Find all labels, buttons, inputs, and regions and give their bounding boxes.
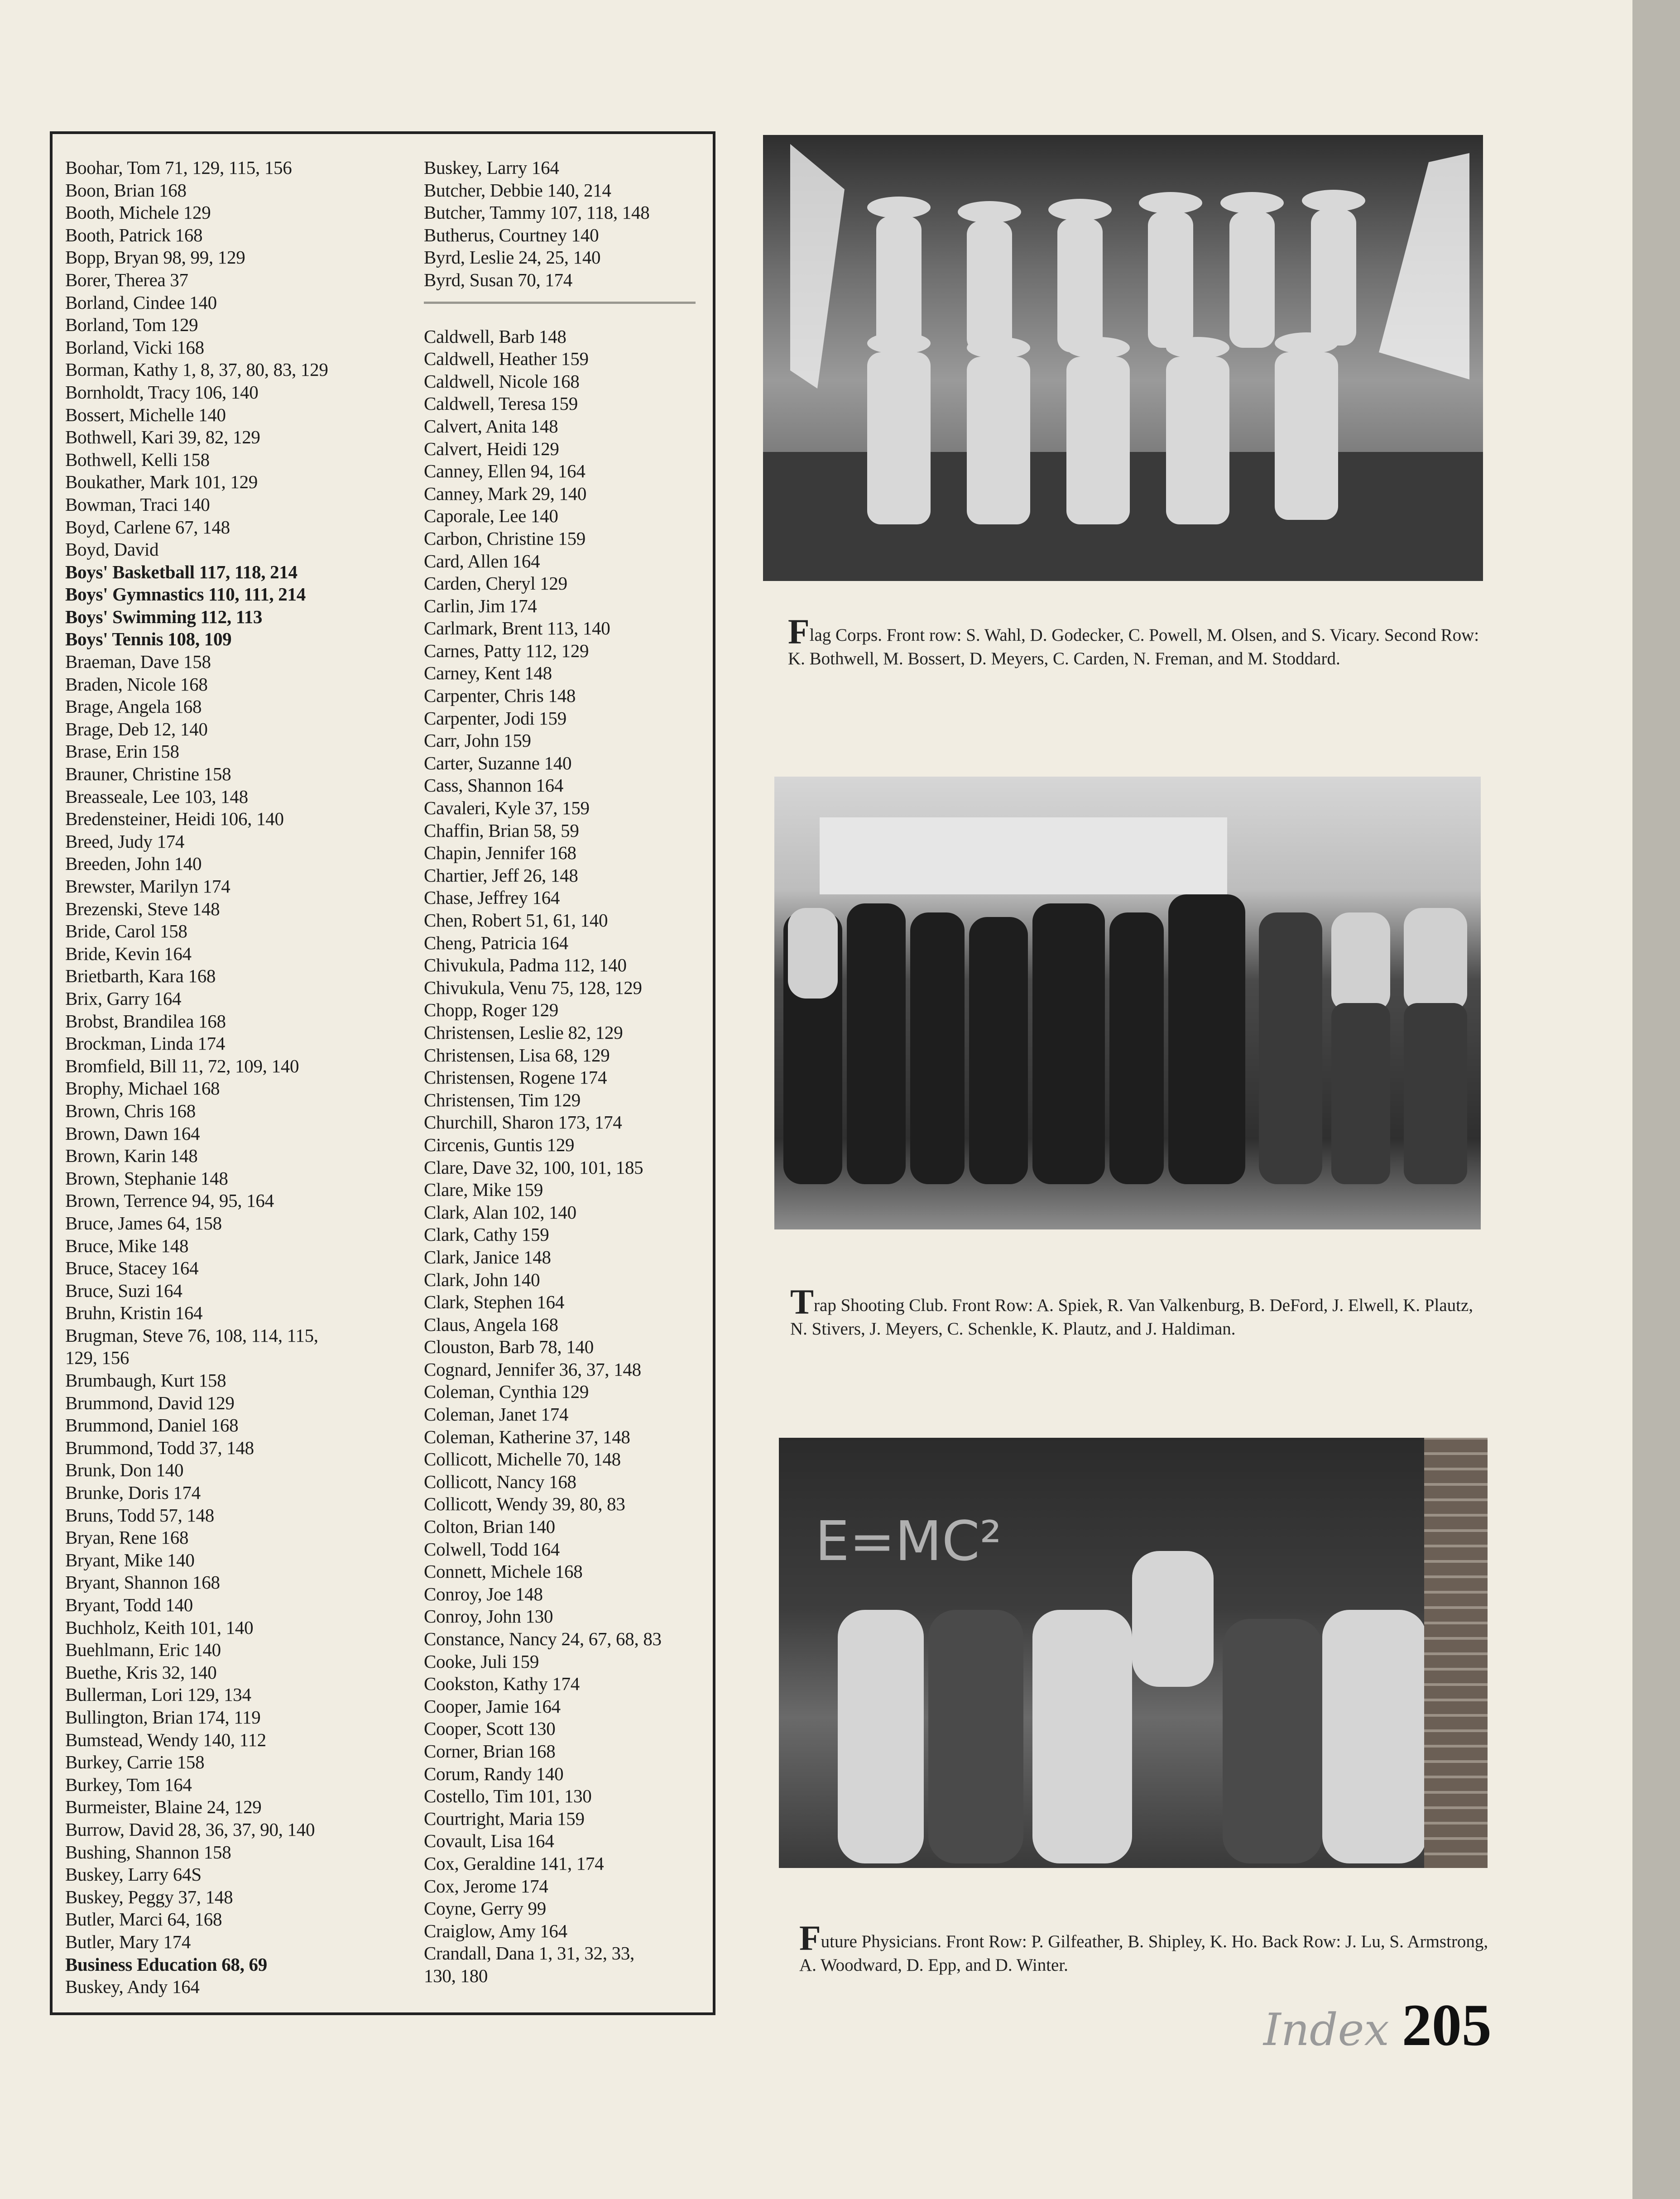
index-entry: Breasseale, Lee 103, 148	[65, 786, 248, 807]
flag-corps-caption	[788, 612, 1485, 671]
index-entry: Brobst, Brandilea 168	[65, 1010, 226, 1032]
index-entry: Bumstead, Wendy 140, 112	[65, 1729, 266, 1750]
index-entry: Business Education 68, 69	[65, 1954, 267, 1975]
index-entry: Coleman, Katherine 37, 148	[424, 1426, 630, 1447]
index-entry: Bride, Carol 158	[65, 921, 187, 942]
index-entry: Byrd, Susan 70, 174	[424, 269, 573, 290]
index-entry: Boys' Basketball 117, 118, 214	[65, 561, 298, 582]
index-box	[50, 131, 715, 2015]
index-entry: Carden, Cheryl 129	[424, 573, 567, 594]
trap-shooting-club-photo	[774, 777, 1481, 1229]
index-entry: Bride, Kevin 164	[65, 943, 192, 964]
index-entry: Calvert, Heidi 129	[424, 438, 559, 459]
index-entry: Caldwell, Nicole 168	[424, 370, 580, 392]
index-entry: Calvert, Anita 148	[424, 415, 558, 437]
blackboard-text: E=MC²	[815, 1510, 1002, 1573]
index-entry: Brunk, Don 140	[65, 1460, 184, 1481]
index-entry: Buskey, Larry 64S	[65, 1864, 202, 1885]
index-entry: Bruce, Mike 148	[65, 1235, 189, 1256]
index-entry: Corner, Brian 168	[424, 1740, 556, 1762]
index-entry: Coyne, Gerry 99	[424, 1898, 546, 1919]
index-entry: Chaffin, Brian 58, 59	[424, 820, 579, 841]
index-column-left	[65, 157, 418, 1998]
index-entry: Braden, Nicole 168	[65, 673, 208, 695]
index-entry: Bothwell, Kari 39, 82, 129	[65, 427, 260, 448]
caption-text: rap Shooting Club. Front Row: A. Spiek, R. Van Valkenburg, B. DeFord, J. Elwell, K. Plautz, N. Stivers, J. Meyers, C. Schenkle, K. Plautz, and J. Haldiman.	[790, 1296, 1474, 1339]
index-entry: Canney, Ellen 94, 164	[424, 461, 586, 482]
index-entry: Brumbaugh, Kurt 158	[65, 1370, 226, 1391]
index-entry: Costello, Tim 101, 130	[424, 1786, 592, 1807]
index-entry: Cheng, Patricia 164	[424, 932, 568, 953]
index-entry: Bossert, Michelle 140	[65, 404, 226, 425]
index-entry: Chen, Robert 51, 61, 140	[424, 910, 608, 931]
index-entry: Coleman, Janet 174	[424, 1404, 569, 1425]
index-entry: Clark, John 140	[424, 1269, 540, 1290]
index-entry: Carpenter, Jodi 159	[424, 707, 566, 729]
index-entry: Caldwell, Barb 148	[424, 326, 566, 347]
index-entry: Bopp, Bryan 98, 99, 129	[65, 247, 245, 268]
caption-dropcap: F	[799, 1918, 821, 1958]
index-entry: Bullington, Brian 174, 119	[65, 1706, 261, 1728]
index-entry: Cooke, Juli 159	[424, 1651, 539, 1672]
index-entry: Brage, Angela 168	[65, 696, 202, 717]
index-entry: Brezenski, Steve 148	[65, 898, 220, 919]
index-entry: Boyd, Carlene 67, 148	[65, 516, 230, 538]
index-entry: Clark, Cathy 159	[424, 1224, 549, 1245]
index-entry: Colton, Brian 140	[424, 1516, 555, 1537]
index-entry: Cass, Shannon 164	[424, 775, 564, 796]
index-entry: Braeman, Dave 158	[65, 651, 211, 672]
index-entry: Coleman, Cynthia 129	[424, 1381, 589, 1402]
index-entry: Brown, Stephanie 148	[65, 1167, 228, 1189]
index-entry: Brummond, David 129	[65, 1392, 235, 1413]
caption-dropcap: T	[790, 1282, 814, 1321]
index-entry: Burmeister, Blaine 24, 129	[65, 1796, 262, 1818]
index-entry: Booth, Michele 129	[65, 202, 211, 223]
index-entry: Carney, Kent 148	[424, 663, 552, 684]
index-entry: Brockman, Linda 174	[65, 1033, 225, 1054]
index-entry: Bryan, Rene 168	[65, 1527, 189, 1548]
index-entry: Claus, Angela 168	[424, 1314, 558, 1335]
index-entry: Brewster, Marilyn 174	[65, 876, 230, 897]
index-entry: Connett, Michele 168	[424, 1561, 583, 1582]
index-entry: Chivukula, Padma 112, 140	[424, 955, 627, 976]
index-entry: Courtright, Maria 159	[424, 1808, 585, 1829]
index-entry: Christensen, Rogene 174	[424, 1067, 607, 1088]
folio-section-word: Index	[1263, 2004, 1389, 2056]
index-entry: Card, Allen 164	[424, 550, 540, 571]
index-entry: Collicott, Michelle 70, 148	[424, 1449, 621, 1470]
future-physicians-caption	[799, 1918, 1497, 1977]
index-entry: Cooper, Jamie 164	[424, 1695, 561, 1717]
index-entry: Carpenter, Chris 148	[424, 685, 576, 706]
future-physicians-photo	[779, 1438, 1488, 1868]
index-entry: Bruns, Todd 57, 148	[65, 1504, 214, 1526]
index-entry: Brunke, Doris 174	[65, 1482, 201, 1503]
index-entry: Brummond, Todd 37, 148	[65, 1437, 254, 1458]
index-entry: Clare, Dave 32, 100, 101, 185	[424, 1157, 643, 1178]
index-entry: Christensen, Lisa 68, 129	[424, 1044, 610, 1066]
index-entry: Bowman, Traci 140	[65, 494, 210, 515]
index-entry: Carnes, Patty 112, 129	[424, 640, 589, 661]
index-entry: Buskey, Peggy 37, 148	[65, 1886, 233, 1907]
index-entry: Breeden, John 140	[65, 853, 202, 874]
index-entry: Covault, Lisa 164	[424, 1830, 554, 1852]
index-entry: Christensen, Tim 129	[424, 1089, 581, 1110]
trap-shooting-club-caption	[790, 1282, 1490, 1341]
index-entry: Circenis, Guntis 129	[424, 1134, 575, 1155]
index-entry: Brummond, Daniel 168	[65, 1415, 239, 1436]
index-entry: Crandall, Dana 1, 31, 32, 33,	[424, 1943, 634, 1964]
index-entry: Constance, Nancy 24, 67, 68, 83	[424, 1628, 662, 1649]
index-entry: Caldwell, Teresa 159	[424, 393, 578, 414]
index-entry: Canney, Mark 29, 140	[424, 483, 587, 504]
index-entry: Butler, Mary 174	[65, 1931, 191, 1952]
index-entry: Colwell, Todd 164	[424, 1538, 560, 1560]
index-entry: Brauner, Christine 158	[65, 763, 231, 785]
index-entry: Carr, John 159	[424, 730, 531, 751]
page-number: 205	[1402, 1992, 1492, 2058]
index-entry: Butcher, Tammy 107, 118, 148	[424, 202, 650, 223]
index-entry: Butcher, Debbie 140, 214	[424, 179, 611, 201]
index-entry: Boys' Swimming 112, 113	[65, 606, 263, 627]
index-entry: Byrd, Leslie 24, 25, 140	[424, 247, 601, 268]
index-entry: Christensen, Leslie 82, 129	[424, 1022, 623, 1043]
index-entry: Conroy, Joe 148	[424, 1583, 543, 1604]
index-entry: Borer, Therea 37	[65, 269, 188, 290]
index-entry: Borland, Tom 129	[65, 314, 198, 336]
page-folio	[1263, 1990, 1492, 2060]
index-entry: Clouston, Barb 78, 140	[424, 1336, 594, 1358]
index-entry: Collicott, Wendy 39, 80, 83	[424, 1493, 625, 1515]
index-entry: Carter, Suzanne 140	[424, 752, 572, 773]
caption-text: uture Physicians. Front Row: P. Gilfeather, B. Shipley, K. Ho. Back Row: J. Lu, S. Armstrong, A. Woodward, D. Epp, and D. Winter.	[799, 1932, 1488, 1975]
index-entry: Clark, Janice 148	[424, 1246, 551, 1268]
index-entry: Brown, Dawn 164	[65, 1123, 200, 1144]
index-entry: Burkey, Carrie 158	[65, 1752, 205, 1773]
index-entry: Brown, Chris 168	[65, 1100, 196, 1121]
index-entry: Brietbarth, Kara 168	[65, 965, 216, 987]
index-entry: Buethe, Kris 32, 140	[65, 1661, 217, 1683]
index-entry: Buskey, Larry 164	[424, 157, 559, 178]
index-entry: Corum, Randy 140	[424, 1763, 564, 1784]
index-entry: Brugman, Steve 76, 108, 114, 115,	[65, 1325, 318, 1346]
index-entry: Clare, Mike 159	[424, 1179, 543, 1200]
index-entry: Burkey, Tom 164	[65, 1774, 192, 1795]
index-entry: Bruce, James 64, 158	[65, 1212, 222, 1234]
index-entry: Clark, Stephen 164	[424, 1292, 565, 1313]
index-entry: Brix, Garry 164	[65, 988, 182, 1009]
caption-text: lag Corps. Front row: S. Wahl, D. Godecker, C. Powell, M. Olsen, and S. Vicary. Second Row: K. Bothwell, M. Bossert, D. Meyers, C. Carden, N. Freman, and M. Stoddard.	[788, 625, 1479, 668]
index-entry: Booth, Patrick 168	[65, 224, 203, 245]
index-entry: Boyd, David	[65, 539, 159, 560]
index-entry: Carlmark, Brent 113, 140	[424, 618, 610, 639]
index-entry: Bushing, Shannon 158	[65, 1841, 231, 1863]
index-entry: Carbon, Christine 159	[424, 528, 586, 549]
index-entry: Bruce, Suzi 164	[65, 1280, 182, 1301]
index-column-right	[424, 157, 718, 1988]
index-entry: Carlin, Jim 174	[424, 595, 537, 616]
index-section-b-continued	[424, 157, 718, 292]
index-entry: Cognard, Jennifer 36, 37, 148	[424, 1359, 641, 1380]
index-entry: Chapin, Jennifer 168	[424, 842, 576, 864]
index-entry: Boys' Tennis 108, 109	[65, 629, 232, 650]
index-entry: Brown, Karin 148	[65, 1145, 198, 1167]
index-entry: 130, 180	[424, 1965, 488, 1986]
index-entry: Buskey, Andy 164	[65, 1976, 200, 1997]
caption-dropcap: F	[788, 612, 810, 651]
index-entry: Butherus, Courtney 140	[424, 224, 599, 245]
index-entry: Cooper, Scott 130	[424, 1718, 556, 1739]
index-entry: Buchholz, Keith 101, 140	[65, 1617, 254, 1638]
index-entry: Burrow, David 28, 36, 37, 90, 140	[65, 1819, 315, 1840]
index-entry: Cox, Jerome 174	[424, 1875, 548, 1897]
index-entry: Bryant, Mike 140	[65, 1549, 195, 1570]
index-entry: Borland, Vicki 168	[65, 336, 204, 358]
index-entry: Buehlmann, Eric 140	[65, 1639, 221, 1661]
index-entry: Bornholdt, Tracy 106, 140	[65, 381, 259, 403]
index-entry: Brage, Deb 12, 140	[65, 718, 208, 739]
index-entry: Collicott, Nancy 168	[424, 1471, 576, 1492]
index-entry: Boukather, Mark 101, 129	[65, 471, 258, 493]
index-entry: Butler, Marci 64, 168	[65, 1909, 222, 1930]
index-entry: Boon, Brian 168	[65, 179, 187, 201]
index-entry: Caldwell, Heather 159	[424, 348, 589, 370]
index-entry: Bruhn, Kristin 164	[65, 1302, 203, 1324]
index-entry: Borman, Kathy 1, 8, 37, 80, 83, 129	[65, 359, 328, 380]
index-entry: Chopp, Roger 129	[424, 999, 558, 1021]
index-entry: Bryant, Todd 140	[65, 1594, 193, 1615]
future-physicians-photo-art	[779, 1438, 1488, 1868]
index-entry: Cookston, Kathy 174	[424, 1673, 580, 1695]
index-entry: Bruce, Stacey 164	[65, 1258, 199, 1279]
index-entry: Bredensteiner, Heidi 106, 140	[65, 808, 284, 830]
index-entry: Chase, Jeffrey 164	[424, 887, 560, 908]
index-entry: Chivukula, Venu 75, 128, 129	[424, 977, 642, 998]
index-entry: Cox, Geraldine 141, 174	[424, 1853, 604, 1874]
index-entry: Craiglow, Amy 164	[424, 1920, 567, 1941]
index-entry: Churchill, Sharon 173, 174	[424, 1112, 622, 1133]
index-entry: 129, 156	[65, 1347, 130, 1368]
index-entry: Borland, Cindee 140	[65, 292, 217, 313]
binding-edge	[1632, 0, 1680, 2199]
index-entry: Bullerman, Lori 129, 134	[65, 1684, 251, 1705]
index-entry: Clark, Alan 102, 140	[424, 1201, 576, 1223]
section-divider	[424, 302, 696, 304]
trap-shooting-club-photo-art	[774, 777, 1481, 1229]
flag-corps-photo-art	[763, 135, 1483, 581]
index-entry: Breed, Judy 174	[65, 831, 185, 852]
index-entry: Boohar, Tom 71, 129, 115, 156	[65, 157, 292, 178]
index-entry: Brophy, Michael 168	[65, 1078, 220, 1099]
index-entry: Brown, Terrence 94, 95, 164	[65, 1190, 274, 1211]
index-entry: Cavaleri, Kyle 37, 159	[424, 797, 590, 819]
index-entry: Boys' Gymnastics 110, 111, 214	[65, 584, 306, 605]
index-entry: Brase, Erin 158	[65, 741, 179, 762]
index-entry: Bothwell, Kelli 158	[65, 449, 210, 470]
brick-wall	[1424, 1438, 1488, 1868]
index-entry: Conroy, John 130	[424, 1606, 553, 1627]
index-entry: Bromfield, Bill 11, 72, 109, 140	[65, 1055, 299, 1076]
flag-corps-photo	[763, 135, 1483, 581]
index-section-c	[424, 326, 718, 1988]
index-entry: Bryant, Shannon 168	[65, 1572, 220, 1593]
index-entry: Chartier, Jeff 26, 148	[424, 864, 578, 886]
index-entry: Caporale, Lee 140	[424, 505, 558, 527]
